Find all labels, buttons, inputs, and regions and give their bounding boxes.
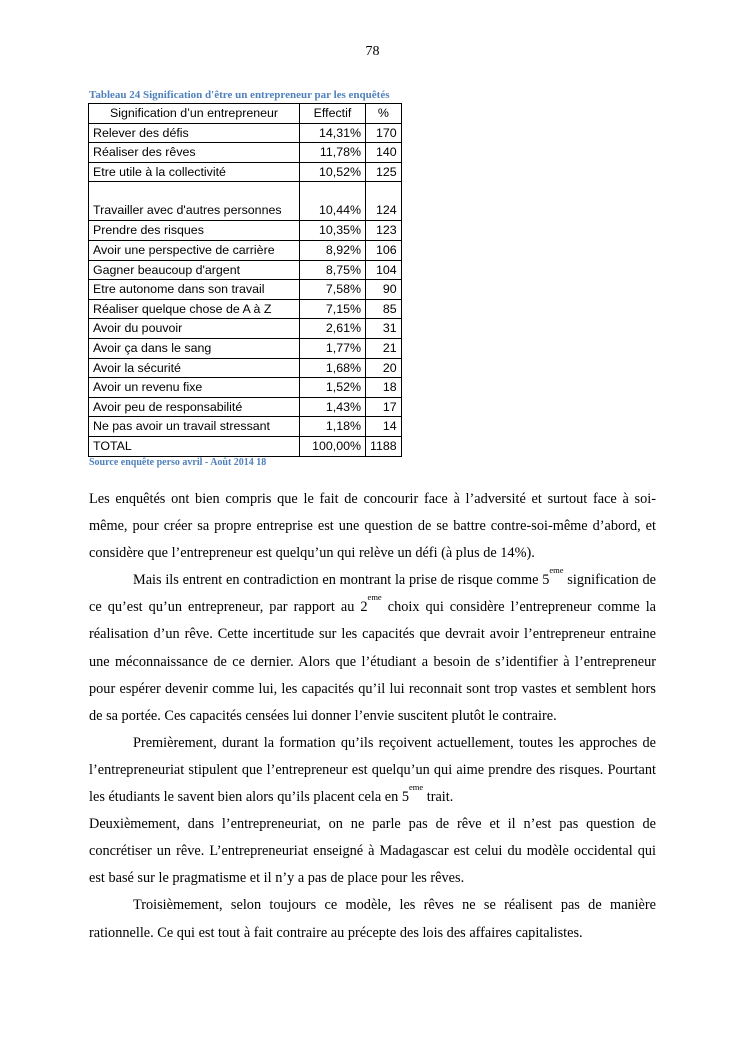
significance-table xyxy=(88,103,402,457)
table-row xyxy=(89,182,402,221)
row-pct: 7,58% xyxy=(300,280,366,300)
row-count: 106 xyxy=(366,240,402,260)
table-total-row xyxy=(89,436,402,456)
paragraph-3-part-a: Premièrement, durant la formation qu’ils reçoivent actuellement, toutes les approches de l’entrepreneuriat stipulent que l’entrepreneur est quelqu’un qui aime prendre des risques. Pourtant les étudiants le savent bien alors qu’ils placent cela en 5 xyxy=(89,734,656,806)
table-row xyxy=(89,143,402,163)
row-count: 17 xyxy=(366,397,402,417)
table-row xyxy=(89,260,402,280)
table-header-row xyxy=(89,104,402,124)
row-pct: 8,92% xyxy=(300,240,366,260)
row-label: Prendre des risques xyxy=(89,221,300,241)
row-pct: 8,75% xyxy=(300,260,366,280)
total-count: 1188 xyxy=(366,436,402,456)
row-pct: 1,52% xyxy=(300,378,366,398)
row-count: 123 xyxy=(366,221,402,241)
row-label: Avoir ça dans le sang xyxy=(89,338,300,358)
column-header-signification: Signification d’un entrepreneur xyxy=(89,104,300,124)
row-label: Etre autonome dans son travail xyxy=(89,280,300,300)
table-row xyxy=(89,358,402,378)
paragraph-2-part-a: Mais ils entrent en contradiction en montrant la prise de risque comme 5 xyxy=(133,572,550,589)
ordinal-superscript: eme xyxy=(367,592,382,603)
row-label: Avoir du pouvoir xyxy=(89,319,300,339)
table-row xyxy=(89,338,402,358)
paragraph-2 xyxy=(89,567,656,730)
row-label: Etre utile à la collectivité xyxy=(89,162,300,182)
row-count: 90 xyxy=(366,280,402,300)
row-pct: 2,61% xyxy=(300,319,366,339)
row-pct: 10,44% xyxy=(300,182,366,221)
row-label: Gagner beaucoup d'argent xyxy=(89,260,300,280)
row-count: 170 xyxy=(366,123,402,143)
paragraph-3-part-b: trait. xyxy=(423,789,454,806)
table-source: Source enquête perso avril - Août 2014 18 xyxy=(89,457,267,468)
row-pct: 14,31% xyxy=(300,123,366,143)
row-pct: 1,43% xyxy=(300,397,366,417)
row-label: Relever des défis xyxy=(89,123,300,143)
row-count: 104 xyxy=(366,260,402,280)
table-row xyxy=(89,162,402,182)
table-row xyxy=(89,417,402,437)
table-row xyxy=(89,319,402,339)
row-pct: 1,68% xyxy=(300,358,366,378)
row-pct: 11,78% xyxy=(300,143,366,163)
row-label: Avoir une perspective de carrière xyxy=(89,240,300,260)
table-row xyxy=(89,221,402,241)
paragraph-2-part-b: signification de ce qu’est qu’un entrepreneur, par rapport au 2 xyxy=(89,572,656,616)
table-row xyxy=(89,397,402,417)
row-pct: 10,35% xyxy=(300,221,366,241)
row-count: 125 xyxy=(366,162,402,182)
table-row xyxy=(89,299,402,319)
row-count: 18 xyxy=(366,378,402,398)
table-caption: Tableau 24 Signification d'être un entrepreneur par les enquêtés xyxy=(89,89,390,101)
row-label: Réaliser des rêves xyxy=(89,143,300,163)
row-count: 85 xyxy=(366,299,402,319)
row-count: 20 xyxy=(366,358,402,378)
paragraph-5: Troisièmement, selon toujours ce modèle, les rêves ne se réalisent pas de manière rationnelle. Ce qui est tout à fait contraire au précepte des lois des affaires capitalistes. xyxy=(89,897,656,941)
row-label: Avoir peu de responsabilité xyxy=(89,397,300,417)
ordinal-superscript: eme xyxy=(549,565,564,576)
paragraph-2-part-c: choix qui considère l’entrepreneur comme la réalisation d’un rêve. Cette incertitude sur les capacités que devrait avoir l’entrepreneur entraine une méconnaissance de ce dernier. Alors que l’étudiant a besoin de s’identifier à l’entrepreneur pour espérer devenir comme lui, les capacités qu’il lui reconnait sont trop vastes et semblent hors de sa portée. Ces capacités censées lui donner l’envie suscitent plutôt le contraire. xyxy=(89,599,657,724)
row-count: 31 xyxy=(366,319,402,339)
row-count: 21 xyxy=(366,338,402,358)
column-header-effectif: Effectif xyxy=(300,104,366,124)
table-row xyxy=(89,378,402,398)
paragraph-1: Les enquêtés ont bien compris que le fait de concourir face à l’adversité et surtout face à soi-même, pour créer sa propre entreprise est une question de se battre contre-soi-même d’abord, et considère que l’entrepreneur est quelqu’un qui relève un défi (à plus de 14%). xyxy=(89,491,656,562)
row-pct: 1,77% xyxy=(300,338,366,358)
paragraph-3 xyxy=(89,730,656,811)
body-text xyxy=(89,486,656,947)
row-count: 14 xyxy=(366,417,402,437)
row-label: Réaliser quelque chose de A à Z xyxy=(89,299,300,319)
table-row xyxy=(89,123,402,143)
ordinal-superscript: eme xyxy=(408,782,424,793)
row-label: Avoir un revenu fixe xyxy=(89,378,300,398)
total-pct: 100,00% xyxy=(300,436,366,456)
paragraph-4: Deuxièmement, dans l’entrepreneuriat, on ne parle pas de rêve et il n’est pas question de concrétiser un rêve. L’entrepreneuriat enseigné à Madagascar est celui du modèle occidental qui est basé sur le pragmatisme et il n’y a pas de place pour les rêves. xyxy=(89,816,656,887)
row-count: 140 xyxy=(366,143,402,163)
row-pct: 10,52% xyxy=(300,162,366,182)
table-row xyxy=(89,240,402,260)
column-header-percent: % xyxy=(366,104,402,124)
row-pct: 1,18% xyxy=(300,417,366,437)
row-label: Ne pas avoir un travail stressant xyxy=(89,417,300,437)
row-label: Avoir la sécurité xyxy=(89,358,300,378)
row-pct: 7,15% xyxy=(300,299,366,319)
row-count: 124 xyxy=(366,182,402,221)
row-label: Travailler avec d'autres personnes xyxy=(89,182,300,221)
page-number: 78 xyxy=(365,44,380,59)
total-label: TOTAL xyxy=(89,436,300,456)
table-row xyxy=(89,280,402,300)
